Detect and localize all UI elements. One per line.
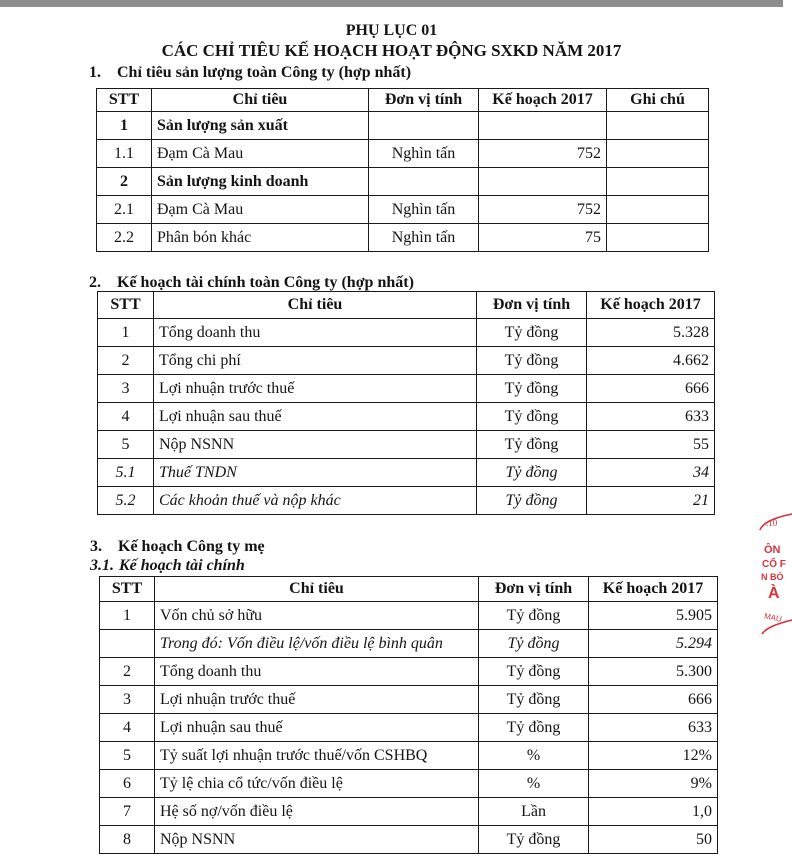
table-row	[98, 459, 715, 487]
indicator-cell: Phân bón khác	[152, 224, 369, 252]
unit-cell: Nghìn tấn	[369, 140, 479, 168]
column-header: STT	[100, 577, 155, 602]
column-header: Kế hoạch 2017	[479, 89, 607, 112]
table-row	[100, 686, 718, 714]
table-row	[97, 112, 709, 140]
column-header: Kế hoạch 2017	[589, 577, 718, 602]
table-header-row	[98, 292, 715, 319]
stt-cell: 3	[98, 375, 154, 403]
table-header-row	[97, 89, 709, 112]
table-row	[98, 403, 715, 431]
unit-cell: Tỷ đồng	[477, 431, 587, 459]
seal-fragment: CỔ F	[762, 559, 786, 570]
indicator-cell: Vốn chủ sở hữu	[155, 602, 479, 630]
plan-cell: 55	[587, 431, 715, 459]
section1-title: Chỉ tiêu sản lượng toàn Công ty (hợp nhất)	[117, 64, 412, 81]
indicator-cell: Lợi nhuận trước thuế	[154, 375, 477, 403]
unit-cell: Tỷ đồng	[479, 658, 589, 686]
stt-cell: 4	[100, 714, 155, 742]
table-row	[97, 140, 709, 168]
unit-cell: Tỷ đồng	[479, 686, 589, 714]
plan-cell: 9%	[589, 770, 718, 798]
section3-1-heading	[90, 557, 245, 575]
stt-cell: 2	[97, 168, 152, 196]
stt-cell: 5.1	[98, 459, 154, 487]
indicator-cell: Hệ số nợ/vốn điều lệ	[155, 798, 479, 826]
section1-number: 1.	[89, 64, 101, 81]
column-header: Chỉ tiêu	[154, 292, 477, 319]
column-header: Chỉ tiêu	[152, 89, 369, 112]
table-row	[100, 658, 718, 686]
indicator-cell: Nộp NSNN	[154, 431, 477, 459]
section3-number: 3.	[90, 538, 102, 555]
table-row	[97, 168, 709, 196]
plan-cell: 752	[479, 196, 607, 224]
plan-cell: 666	[587, 375, 715, 403]
stt-cell: 3	[100, 686, 155, 714]
plan-cell	[479, 168, 607, 196]
stt-cell: 1	[98, 319, 154, 347]
table-row	[97, 224, 709, 252]
plan-cell	[479, 112, 607, 140]
seal-fragment: ÔN	[764, 544, 781, 556]
indicator-cell: Sản lượng kinh doanh	[152, 168, 369, 196]
plan-cell: 5.905	[589, 602, 718, 630]
indicator-cell: Trong đó: Vốn điều lệ/vốn điều lệ bình quân	[155, 630, 479, 658]
stt-cell	[100, 630, 155, 658]
unit-cell: Tỷ đồng	[479, 826, 589, 854]
table-row	[98, 375, 715, 403]
indicator-cell: Các khoản thuế và nộp khác	[154, 487, 477, 515]
table-row	[100, 826, 718, 854]
table-row	[100, 742, 718, 770]
note-cell	[607, 140, 709, 168]
appendix-subtitle: CÁC CHỈ TIÊU KẾ HOẠCH HOẠT ĐỘNG SXKD NĂM 2017	[161, 41, 622, 60]
plan-cell: 633	[587, 403, 715, 431]
indicator-cell: Tỷ suất lợi nhuận trước thuế/vốn CSHBQ	[155, 742, 479, 770]
indicator-cell: Lợi nhuận sau thuế	[155, 714, 479, 742]
note-cell	[607, 224, 709, 252]
stt-cell: 4	[98, 403, 154, 431]
table-header-row	[100, 577, 718, 602]
unit-cell: %	[479, 770, 589, 798]
parent-financial-table	[99, 576, 718, 854]
stt-cell: 7	[100, 798, 155, 826]
column-header: STT	[97, 89, 152, 112]
stt-cell: 5	[98, 431, 154, 459]
indicator-cell: Thuế TNDN	[154, 459, 477, 487]
section3-heading	[90, 538, 265, 556]
unit-cell	[369, 168, 479, 196]
production-table	[96, 88, 709, 252]
section3-title: Kế hoạch Công ty mẹ	[118, 538, 265, 555]
table-row	[98, 319, 715, 347]
seal-fragment: MAU	[763, 611, 783, 624]
column-header: Chỉ tiêu	[155, 577, 479, 602]
plan-cell: 50	[589, 826, 718, 854]
unit-cell: Tỷ đồng	[477, 347, 587, 375]
table-row	[98, 347, 715, 375]
indicator-cell: Nộp NSNN	[155, 826, 479, 854]
unit-cell: Tỷ đồng	[479, 602, 589, 630]
seal-fragment: À	[768, 585, 780, 602]
indicator-cell: Tổng doanh thu	[154, 319, 477, 347]
unit-cell: Tỷ đồng	[477, 403, 587, 431]
section3-1-number: 3.1.	[90, 557, 114, 574]
unit-cell	[369, 112, 479, 140]
note-cell	[607, 168, 709, 196]
seal-fragment: .10	[766, 518, 778, 528]
stt-cell: 6	[100, 770, 155, 798]
unit-cell: Tỷ đồng	[477, 459, 587, 487]
appendix-title: PHỤ LỤC 01	[345, 22, 438, 39]
page-top-edge	[0, 0, 783, 7]
unit-cell: %	[479, 742, 589, 770]
indicator-cell: Tổng doanh thu	[155, 658, 479, 686]
table-row	[100, 798, 718, 826]
note-cell	[607, 196, 709, 224]
column-header: Ghi chú	[607, 89, 709, 112]
plan-cell: 666	[589, 686, 718, 714]
company-seal-stamp	[752, 508, 792, 638]
unit-cell: Tỷ đồng	[477, 319, 587, 347]
section2-number: 2.	[89, 274, 101, 291]
table-row	[100, 714, 718, 742]
section2-title: Kế hoạch tài chính toàn Công ty (hợp nhất)	[117, 274, 414, 291]
plan-cell: 5.300	[589, 658, 718, 686]
stt-cell: 1.1	[97, 140, 152, 168]
financial-table	[97, 291, 715, 515]
table-row	[98, 431, 715, 459]
stt-cell: 5	[100, 742, 155, 770]
plan-cell: 752	[479, 140, 607, 168]
table-row	[97, 196, 709, 224]
unit-cell: Tỷ đồng	[479, 714, 589, 742]
unit-cell: Tỷ đồng	[479, 630, 589, 658]
stt-cell: 8	[100, 826, 155, 854]
table-row	[100, 630, 718, 658]
unit-cell: Nghìn tấn	[369, 196, 479, 224]
stt-cell: 5.2	[98, 487, 154, 515]
indicator-cell: Tỷ lệ chia cổ tức/vốn điều lệ	[155, 770, 479, 798]
column-header: Đơn vị tính	[369, 89, 479, 112]
indicator-cell: Tổng chi phí	[154, 347, 477, 375]
unit-cell: Lần	[479, 798, 589, 826]
plan-cell: 633	[589, 714, 718, 742]
table-row	[100, 770, 718, 798]
indicator-cell: Đạm Cà Mau	[152, 140, 369, 168]
column-header: Kế hoạch 2017	[587, 292, 715, 319]
plan-cell: 5.328	[587, 319, 715, 347]
stt-cell: 1	[97, 112, 152, 140]
column-header: STT	[98, 292, 154, 319]
stt-cell: 2	[100, 658, 155, 686]
plan-cell: 1,0	[589, 798, 718, 826]
plan-cell: 75	[479, 224, 607, 252]
indicator-cell: Lợi nhuận sau thuế	[154, 403, 477, 431]
column-header: Đơn vị tính	[479, 577, 589, 602]
stt-cell: 1	[100, 602, 155, 630]
section2-heading	[89, 274, 414, 292]
plan-cell: 5.294	[589, 630, 718, 658]
plan-cell: 4.662	[587, 347, 715, 375]
stt-cell: 2.2	[97, 224, 152, 252]
seal-fragment: N BÓ	[761, 572, 784, 582]
plan-cell: 12%	[589, 742, 718, 770]
indicator-cell: Sản lượng sản xuất	[152, 112, 369, 140]
plan-cell: 21	[587, 487, 715, 515]
stt-cell: 2	[98, 347, 154, 375]
table-row	[98, 487, 715, 515]
section1-heading	[89, 64, 411, 82]
indicator-cell: Lợi nhuận trước thuế	[155, 686, 479, 714]
indicator-cell: Đạm Cà Mau	[152, 196, 369, 224]
note-cell	[607, 112, 709, 140]
unit-cell: Nghìn tấn	[369, 224, 479, 252]
section3-1-title: Kế hoạch tài chính	[119, 557, 245, 574]
unit-cell: Tỷ đồng	[477, 487, 587, 515]
table-row	[100, 602, 718, 630]
plan-cell: 34	[587, 459, 715, 487]
unit-cell: Tỷ đồng	[477, 375, 587, 403]
column-header: Đơn vị tính	[477, 292, 587, 319]
stt-cell: 2.1	[97, 196, 152, 224]
